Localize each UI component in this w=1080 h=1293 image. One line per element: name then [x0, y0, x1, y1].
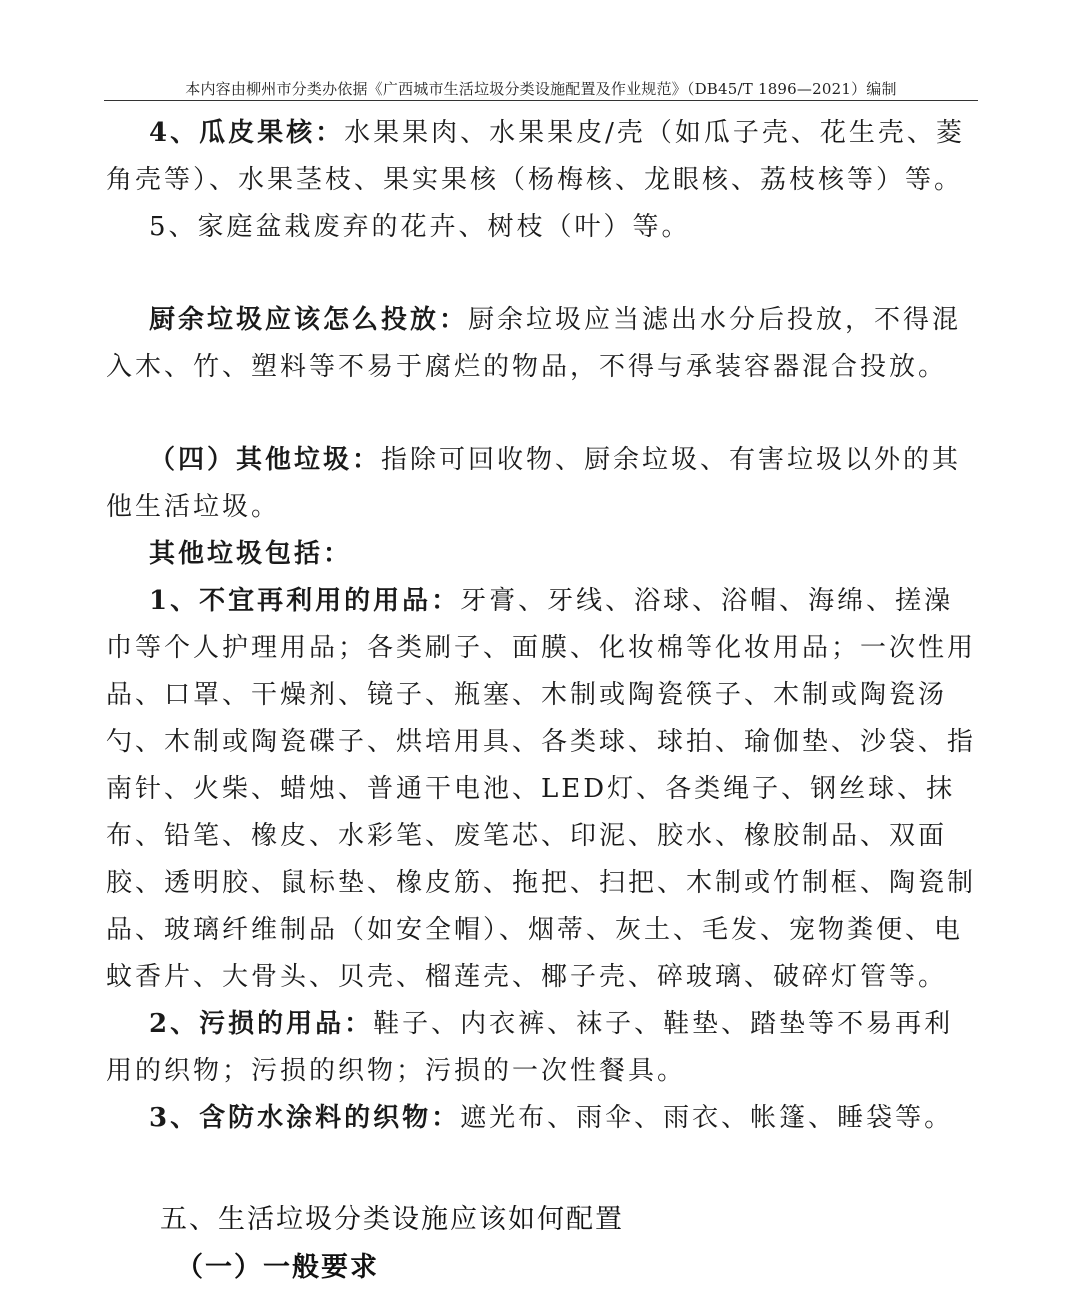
paragraph-other-item-2 [106, 1001, 978, 1095]
paragraph-other-waste-intro [106, 437, 978, 531]
other-item-3-label: 3、含防水涂料的织物： [149, 1103, 461, 1133]
kitchen-disposal-text: 厨余垃圾应当滤出水分后投放，不得混入木、竹、塑料等不易于腐烂的物品，不得与承装容器混合投放。 [106, 305, 962, 382]
fruit-waste-block [106, 110, 978, 251]
kitchen-disposal-label: 厨余垃圾应该怎么投放： [149, 305, 469, 335]
paragraph-kitchen-disposal [106, 297, 978, 391]
other-waste-text: 指除可回收物、厨余垃圾、有害垃圾以外的其他生活垃圾。 [106, 445, 962, 522]
paragraph-item-5: 5、家庭盆栽废弃的花卉、树枝（叶）等。 [149, 212, 691, 242]
other-item-2-label: 2、污损的用品： [149, 1009, 374, 1039]
header-divider [104, 100, 978, 101]
paragraph-other-item-1 [106, 578, 978, 1001]
page-header: 本内容由柳州市分类办依据《广西城市生活垃圾分类设施配置及作业规范》（DB45/T 1896—2021）编制 [185, 80, 897, 98]
other-item-2-text: 鞋子、内衣裤、袜子、鞋垫、踏垫等不易再利用的织物；污损的织物；污损的一次性餐具。 [106, 1009, 954, 1086]
item-4-text: 水果果肉、水果果皮/壳（如瓜子壳、花生壳、菱角壳等）、水果茎枝、果实果核（杨梅核、龙眼核、荔枝核等）等。 [106, 118, 965, 195]
other-waste-label: （四）其他垃圾： [149, 445, 382, 475]
section-heading: 五、生活垃圾分类设施应该如何配置 [160, 1204, 624, 1235]
paragraph-other-waste-includes: 其他垃圾包括： [149, 539, 353, 569]
other-waste-block [106, 437, 978, 1142]
item-4-label: 4、瓜皮果核： [149, 118, 345, 148]
kitchen-waste-disposal-block [106, 297, 978, 391]
paragraph-other-item-3 [106, 1095, 978, 1142]
other-item-3-text: 遮光布、雨伞、雨衣、帐篷、睡袋等。 [460, 1103, 954, 1133]
subsection-heading: （一）一般要求 [176, 1252, 379, 1283]
paragraph-item-4 [106, 110, 978, 204]
other-item-1-text: 牙膏、牙线、浴球、浴帽、海绵、搓澡巾等个人护理用品；各类刷子、面膜、化妆棉等化妆用品；一次性用品、口罩、干燥剂、镜子、瓶塞、木制或陶瓷筷子、木制或陶瓷汤勺、木制或陶瓷碟子、烘培用具、各类球、球拍、瑜伽垫、沙袋、指南针、火柴、蜡烛、普通干电池、LED灯、各类绳子、钢丝球、抹布、铅笔、橡皮、水彩笔、废笔芯、印泥、胶水、橡胶制品、双面胶、透明胶、鼠标垫、橡皮筋、拖把、扫把、木制或竹制框、陶瓷制品、玻璃纤维制品（如安全帽）、烟蒂、灰土、毛发、宠物粪便、电蚊香片、大骨头、贝壳、榴莲壳、椰子壳、碎玻璃、破碎灯管等。 [106, 586, 977, 992]
other-item-1-label: 1、不宜再利用的用品： [149, 586, 461, 616]
